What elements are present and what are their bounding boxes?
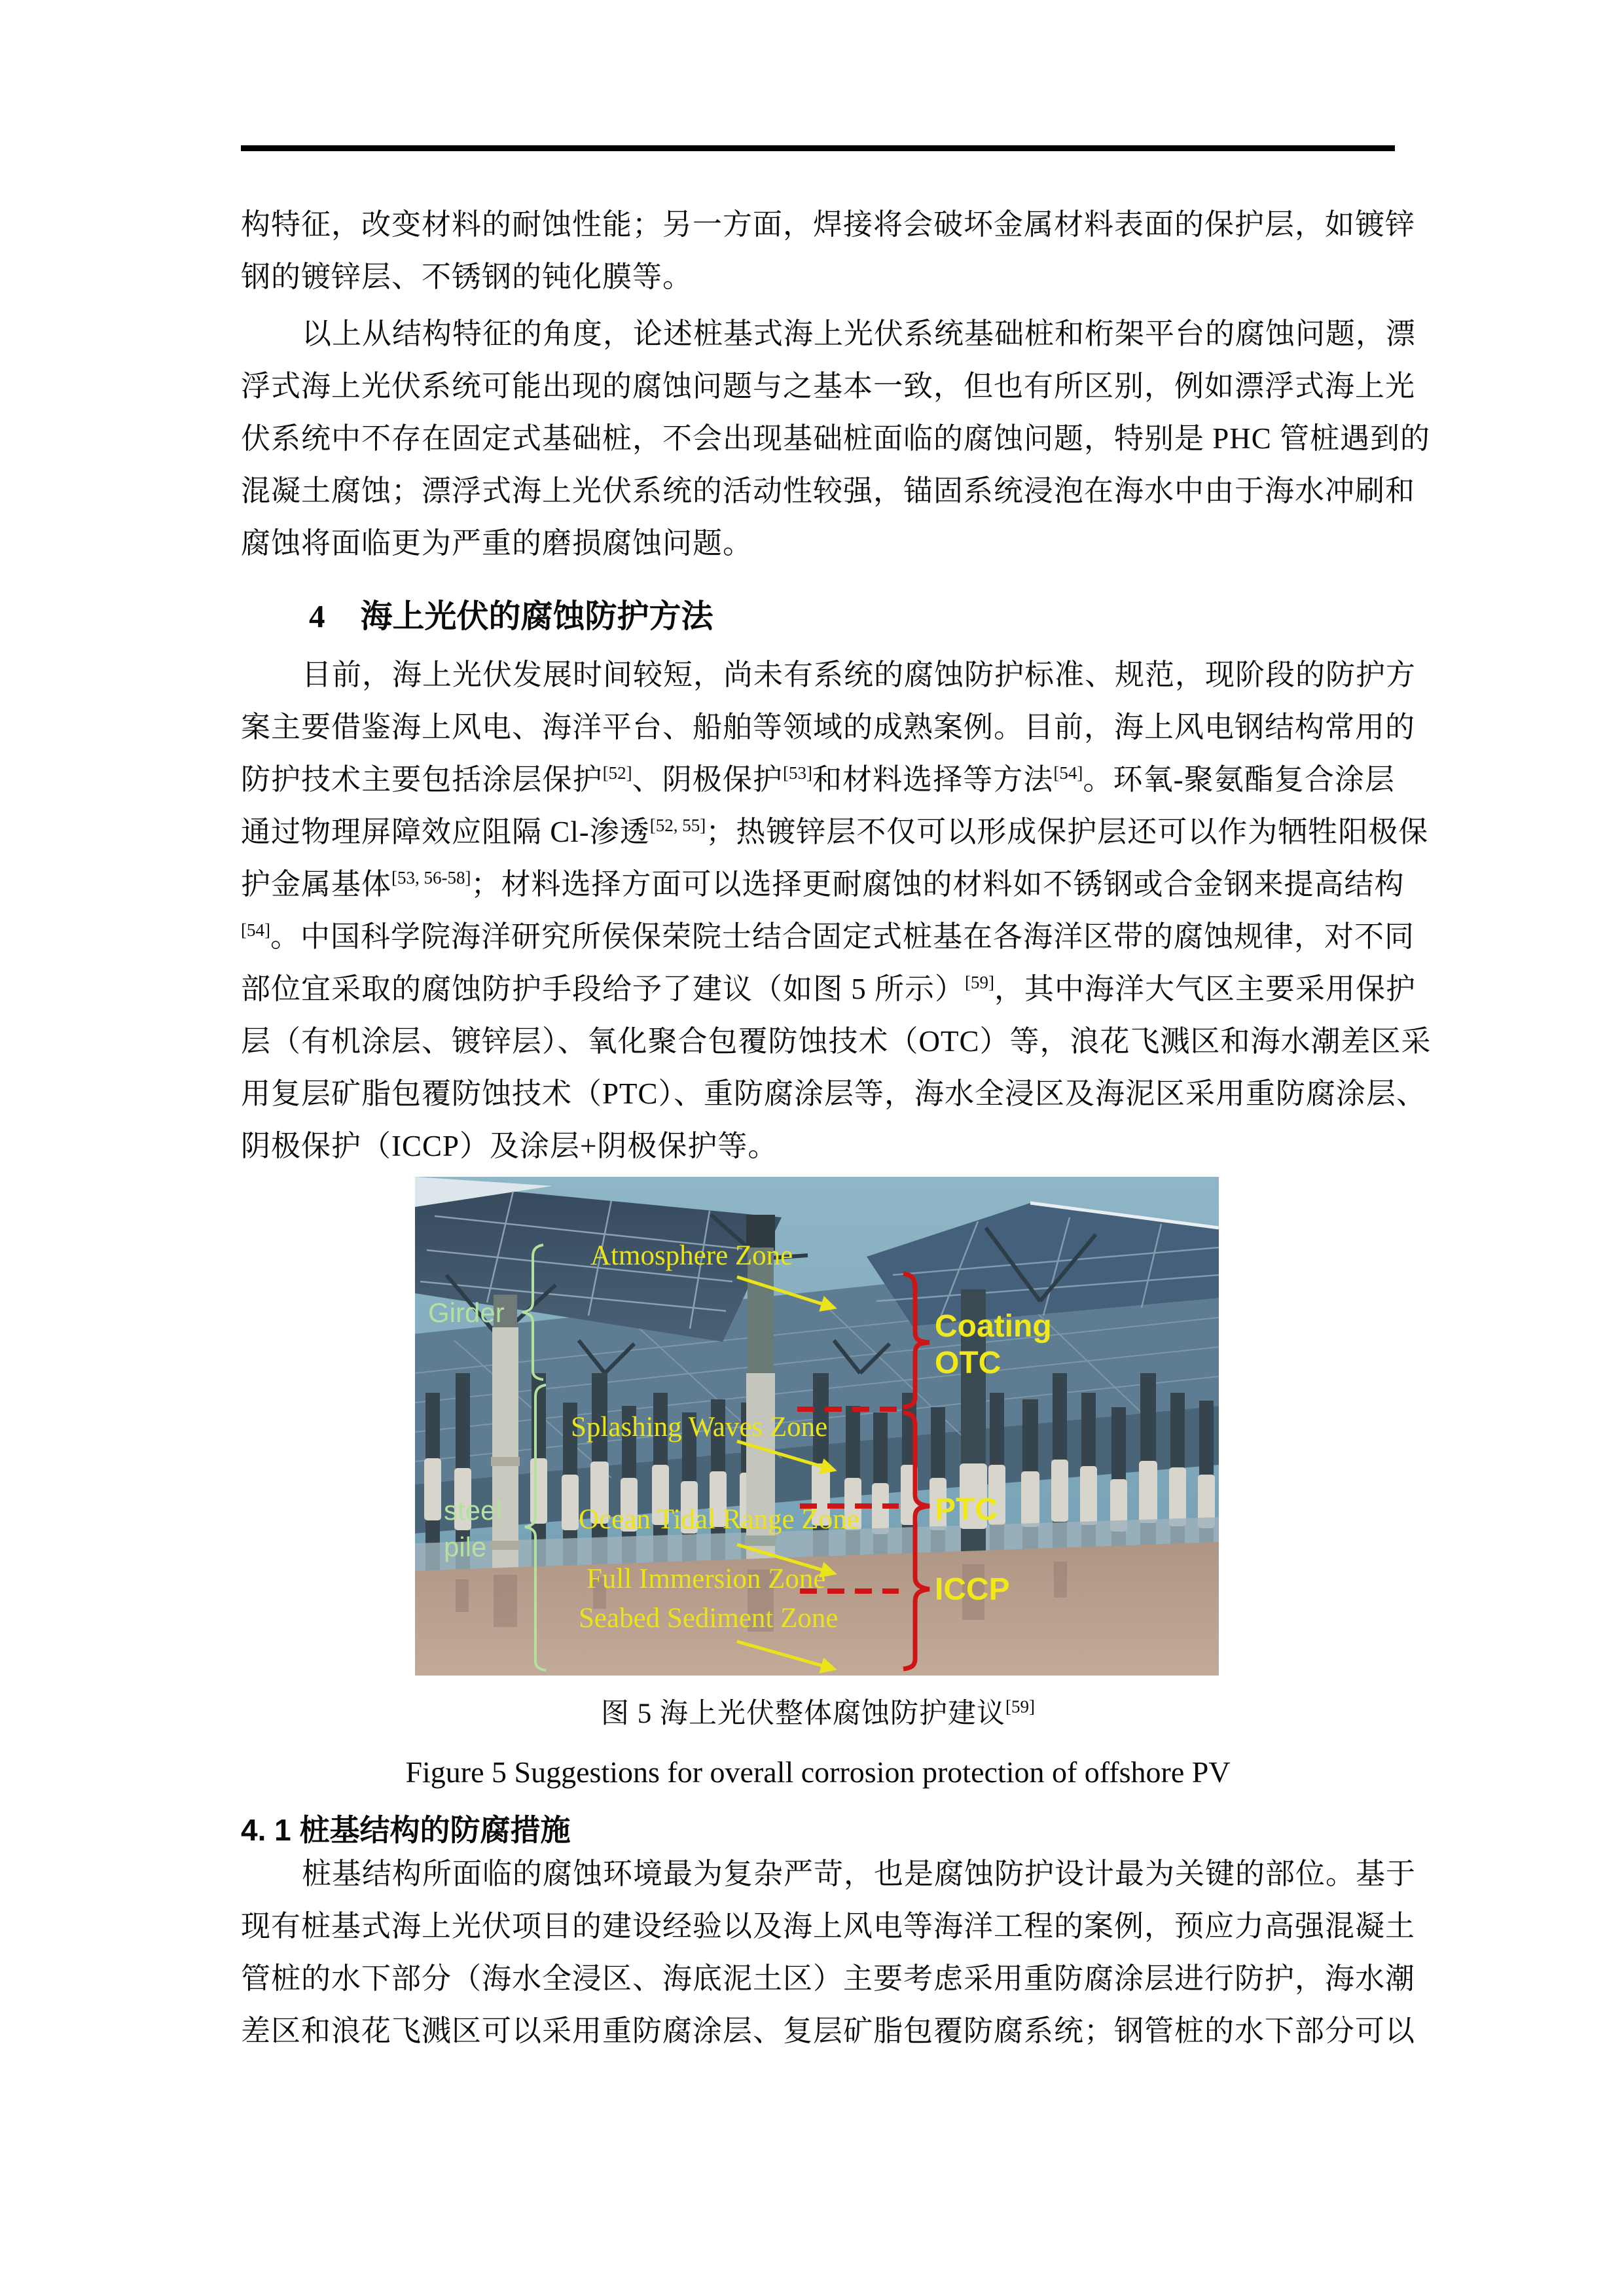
text-line: 防护技术主要包括涂层保护[52]、阴极保护[53]和材料选择等方法[54]。环氧-聚氨酯复合涂层 (241, 763, 1395, 796)
paragraph-continuation (241, 198, 1416, 303)
label-steel: steel (444, 1495, 502, 1526)
label-pile: pile (444, 1532, 487, 1562)
citation-superscript: [52, 55] (649, 816, 706, 835)
text-line: 用复层矿脂包覆防蚀技术（PTC）、重防腐涂层等，海水全浸区及海泥区采用重防腐涂层、 (241, 1077, 1427, 1110)
text-line: 目前，海上光伏发展时间较短，尚未有系统的腐蚀防护标准、规范，现阶段的防护方 (302, 658, 1416, 691)
citation-superscript: [59] (1005, 1696, 1035, 1717)
citation-superscript: [52] (602, 763, 632, 783)
paragraph-structure-summary (241, 308, 1431, 569)
text-line: 构特征，改变材料的耐蚀性能；另一方面，焊接将会破坏金属材料表面的保护层，如镀锌 (241, 208, 1416, 241)
text-line: 护金属基体[53, 56-58]；材料选择方面可以选择更耐腐蚀的材料如不锈钢或合金钢来提高结构 (241, 868, 1405, 901)
citation-superscript: [53, 56-58] (391, 868, 471, 888)
figure5-caption-english: Figure 5 Suggestions for overall corrosion protection of offshore PV (405, 1755, 1231, 1789)
text-line: 浮式海上光伏系统可能出现的腐蚀问题与之基本一致，但也有所区别，例如漂浮式海上光 (241, 370, 1416, 403)
label-otc: OTC (935, 1346, 1001, 1380)
text-line: 腐蚀将面临更为严重的磨损腐蚀问题。 (241, 527, 753, 560)
text-line: 层（有机涂层、镀锌层）、氧化聚合包覆防蚀技术（OTC）等，浪花飞溅区和海水潮差区采 (241, 1025, 1432, 1058)
text-line: 案主要借鉴海上风电、海洋平台、船舶等领域的成熟案例。目前，海上风电钢结构常用的 (241, 711, 1416, 744)
citation-superscript: [53] (782, 763, 812, 783)
label-ptc: PTC (935, 1492, 998, 1527)
text-line: 桩基结构所面临的腐蚀环境最为复杂严苛，也是腐蚀防护设计最为关键的部位。基于 (302, 1857, 1416, 1890)
text-line: 差区和浪花飞溅区可以采用重防腐涂层、复层矿脂包覆防腐系统；钢管桩的水下部分可以 (241, 2015, 1416, 2047)
text-line: 部位宜采取的腐蚀防护手段给予了建议（如图 5 所示）[59]，其中海洋大气区主要采用保护 (241, 973, 1416, 1005)
header-rule (241, 145, 1395, 151)
figure5-image (415, 1177, 1219, 1676)
text-line: 现有桩基式海上光伏项目的建设经验以及海上风电等海洋工程的案例，预应力高强混凝土 (241, 1910, 1416, 1943)
text-line: 钢的镀锌层、不锈钢的钝化膜等。 (241, 260, 693, 293)
text-line: 图 5 海上光伏整体腐蚀防护建议[59] (601, 1696, 1035, 1729)
subsection-heading-4-1: 4. 1 桩基结构的防腐措施 (241, 1813, 571, 1847)
label-iccp: ICCP (935, 1572, 1010, 1607)
citation-superscript: [59] (965, 973, 994, 992)
label-seabed-sediment-zone: Seabed Sediment Zone (579, 1603, 839, 1634)
text-line: 以上从结构特征的角度，论述桩基式海上光伏系统基础桩和桁架平台的腐蚀问题，漂 (302, 317, 1416, 350)
section-number: 4 (309, 598, 325, 634)
text-line: 管桩的水下部分（海水全浸区、海底泥土区）主要考虑采用重防腐涂层进行防护，海水潮 (241, 1962, 1416, 1995)
paragraph-pile-foundation (241, 1848, 1416, 2057)
section-heading-4 (241, 589, 1463, 644)
figure5-caption-chinese (241, 1691, 1395, 1738)
text-line: [54]。中国科学院海洋研究所侯保荣院士结合固定式桩基在各海洋区带的腐蚀规律，对不同 (241, 920, 1415, 953)
label-ocean-tidal-range-zone: Ocean Tidal Range Zone (579, 1504, 859, 1535)
label-coating: Coating (935, 1309, 1052, 1344)
text-line: 阴极保护（ICCP）及涂层+阴极保护等。 (241, 1130, 778, 1162)
text-line: 伏系统中不存在固定式基础桩，不会出现基础桩面临的腐蚀问题，特别是 PHC 管桩遇到的 (241, 422, 1431, 455)
text-line: 通过物理屏障效应阻隔 Cl-渗透[52, 55]；热镀锌层不仅可以形成保护层还可以作为牺牲阳极保 (241, 816, 1429, 848)
label-splashing-waves-zone: Splashing Waves Zone (571, 1412, 828, 1443)
label-atmosphere-zone: Atmosphere Zone (590, 1240, 793, 1271)
section-title: 海上光伏的腐蚀防护方法 (360, 599, 713, 634)
label-girder: Girder (428, 1297, 505, 1328)
citation-superscript: [54] (241, 920, 270, 940)
label-full-immersion-zone: Full Immersion Zone (586, 1564, 826, 1594)
text-line: 混凝土腐蚀；漂浮式海上光伏系统的活动性较强，锚固系统浸泡在海水中由于海水冲刷和 (241, 475, 1416, 507)
paragraph-protection-methods (241, 649, 1432, 1172)
citation-superscript: [54] (1053, 763, 1083, 783)
